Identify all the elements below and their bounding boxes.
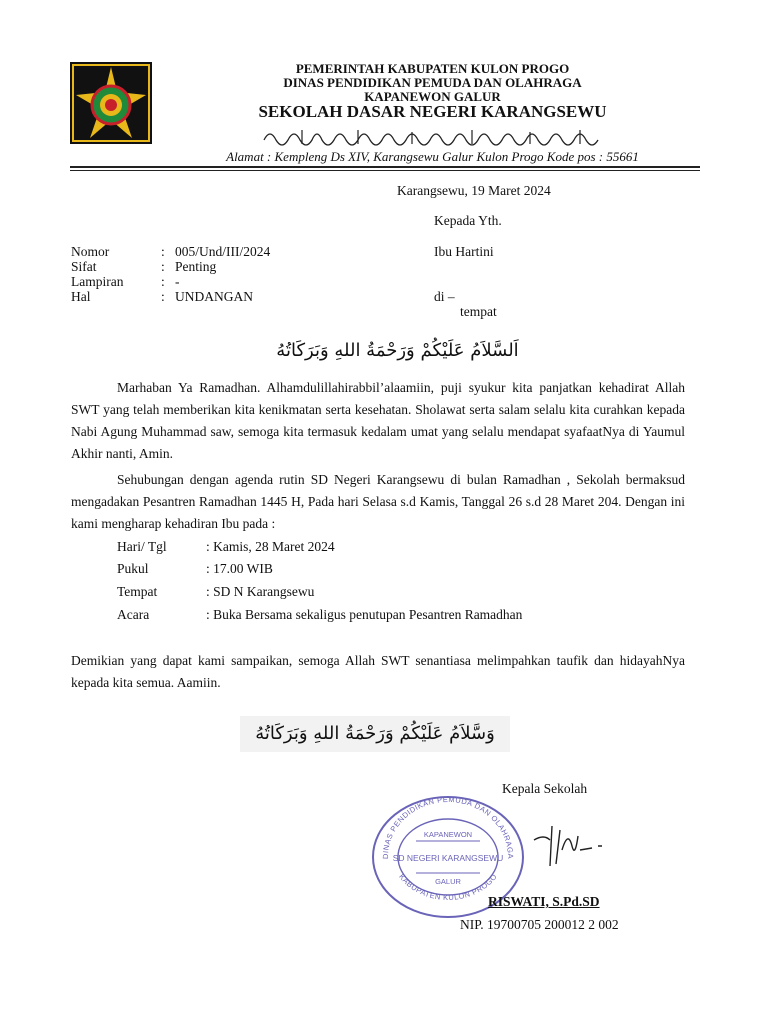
- header-government: PEMERINTAH KABUPATEN KULON PROGO: [295, 61, 570, 76]
- opening-salam-arabic: اَلسَّلاَمُ عَلَيْكُمْ وَرَحْمَةُ اللهِ وَبَرَكَاتُهُ: [276, 340, 519, 361]
- place-date: Karangsewu, 19 Maret 2024: [397, 183, 551, 198]
- detail-value-date: : Kamis, 28 Maret 2024: [206, 539, 335, 554]
- meta-label-nomor: Nomor: [71, 244, 110, 259]
- header-school-name: SEKOLAH DASAR NEGERI KARANGSEWU: [258, 102, 607, 121]
- recipient-di: di –: [434, 289, 455, 304]
- meta-value-lampiran: -: [175, 274, 180, 289]
- meta-value-nomor: 005/Und/III/2024: [175, 244, 271, 259]
- stamp-top-box: KAPANEWON: [423, 830, 473, 839]
- stamp-bottom-box: GALUR: [435, 877, 461, 886]
- regency-logo: [70, 62, 152, 144]
- svg-text:DINAS PENDIDIKAN PEMUDA DAN OL: [381, 795, 515, 859]
- header-department: DINAS PENDIDIKAN PEMUDA DAN OLAHRAGA: [283, 75, 582, 90]
- detail-label-date: Hari/ Tgl: [117, 539, 167, 554]
- closing-paragraph: Demikian yang dapat kami sampaikan, semoga Allah SWT senantiasa melimpahkan taufik dan hidayahNya kepada kita semua. Aamiin.: [71, 653, 685, 690]
- javanese-script-line: [262, 126, 602, 148]
- header-rule-thin: [70, 170, 700, 171]
- recipient-name: Ibu Hartini: [434, 244, 494, 259]
- header-district: KAPANEWON GALUR: [364, 89, 501, 104]
- meta-label-lampiran: Lampiran: [71, 274, 124, 289]
- detail-label-place: Tempat: [117, 584, 158, 599]
- meta-value-hal: UNDANGAN: [175, 289, 253, 304]
- signatory-nip: NIP. 19700705 200012 2 002: [460, 917, 619, 932]
- detail-label-time: Pukul: [117, 561, 149, 576]
- closing-salam-arabic: وَسَّلاَمُ عَلَيْكُمْ وَرَحْمَةُ اللهِ وَبَرَكَاتُهُ: [240, 716, 510, 752]
- meta-value-sifat: Penting: [175, 259, 217, 274]
- detail-label-event: Acara: [117, 607, 150, 622]
- detail-value-place: : SD N Karangsewu: [206, 584, 315, 599]
- meta-colon: :: [161, 244, 165, 259]
- stamp-center: SD NEGERI KARANGSEWU: [392, 853, 504, 863]
- to-label: Kepada Yth.: [434, 213, 502, 228]
- signature-title: Kepala Sekolah: [502, 781, 588, 796]
- meta-colon: :: [161, 289, 165, 304]
- body-paragraph-opening: Marhaban Ya Ramadhan. Alhamdulillahirabbil’alaamiin, puji syukur kita panjatkan kehadirat Allah SWT yang telah memberikan kita kenikmatan serta kesehatan. Sholawat serta salam selalu kita curahkan kepada Nabi Agung Muhammad saw, semoga kita termasuk kedalam umat yang selalu mendapat syafaatNya di Yaumul Akhir nanti, Amin.: [71, 380, 685, 461]
- detail-value-event: : Buka Bersama sekaligus penutupan Pesantren Ramadhan: [206, 607, 523, 622]
- meta-colon: :: [161, 274, 165, 289]
- meta-label-hal: Hal: [71, 289, 91, 304]
- signatory-name: RISWATI, S.Pd.SD: [488, 894, 600, 909]
- detail-value-time: : 17.00 WIB: [206, 561, 273, 576]
- handwritten-signature: [530, 820, 610, 870]
- body-paragraph-event: Sehubungan dengan agenda rutin SD Negeri Karangsewu di bulan Ramadhan , Sekolah bermaksud mengadakan Pesantren Ramadhan 1445 H, Pada hari Selasa s.d Kamis, Tanggal 26 s.d 28 Maret 204. Dengan ini kami mengharap kehadiran Ibu pada :: [71, 472, 685, 531]
- school-address: Alamat : Kempleng Ds XIV, Karangsewu Galur Kulon Progo Kode pos : 55661: [226, 149, 639, 164]
- meta-colon: :: [161, 259, 165, 274]
- stamp-outer-text: DINAS PENDIDIKAN PEMUDA DAN OLAHRAGA: [380, 794, 516, 860]
- stamp-bottom-text: KABUPATEN KULON PROGO: [397, 872, 499, 903]
- recipient-place: tempat: [460, 304, 497, 319]
- header-rule-thick: [70, 166, 700, 168]
- meta-label-sifat: Sifat: [71, 259, 97, 274]
